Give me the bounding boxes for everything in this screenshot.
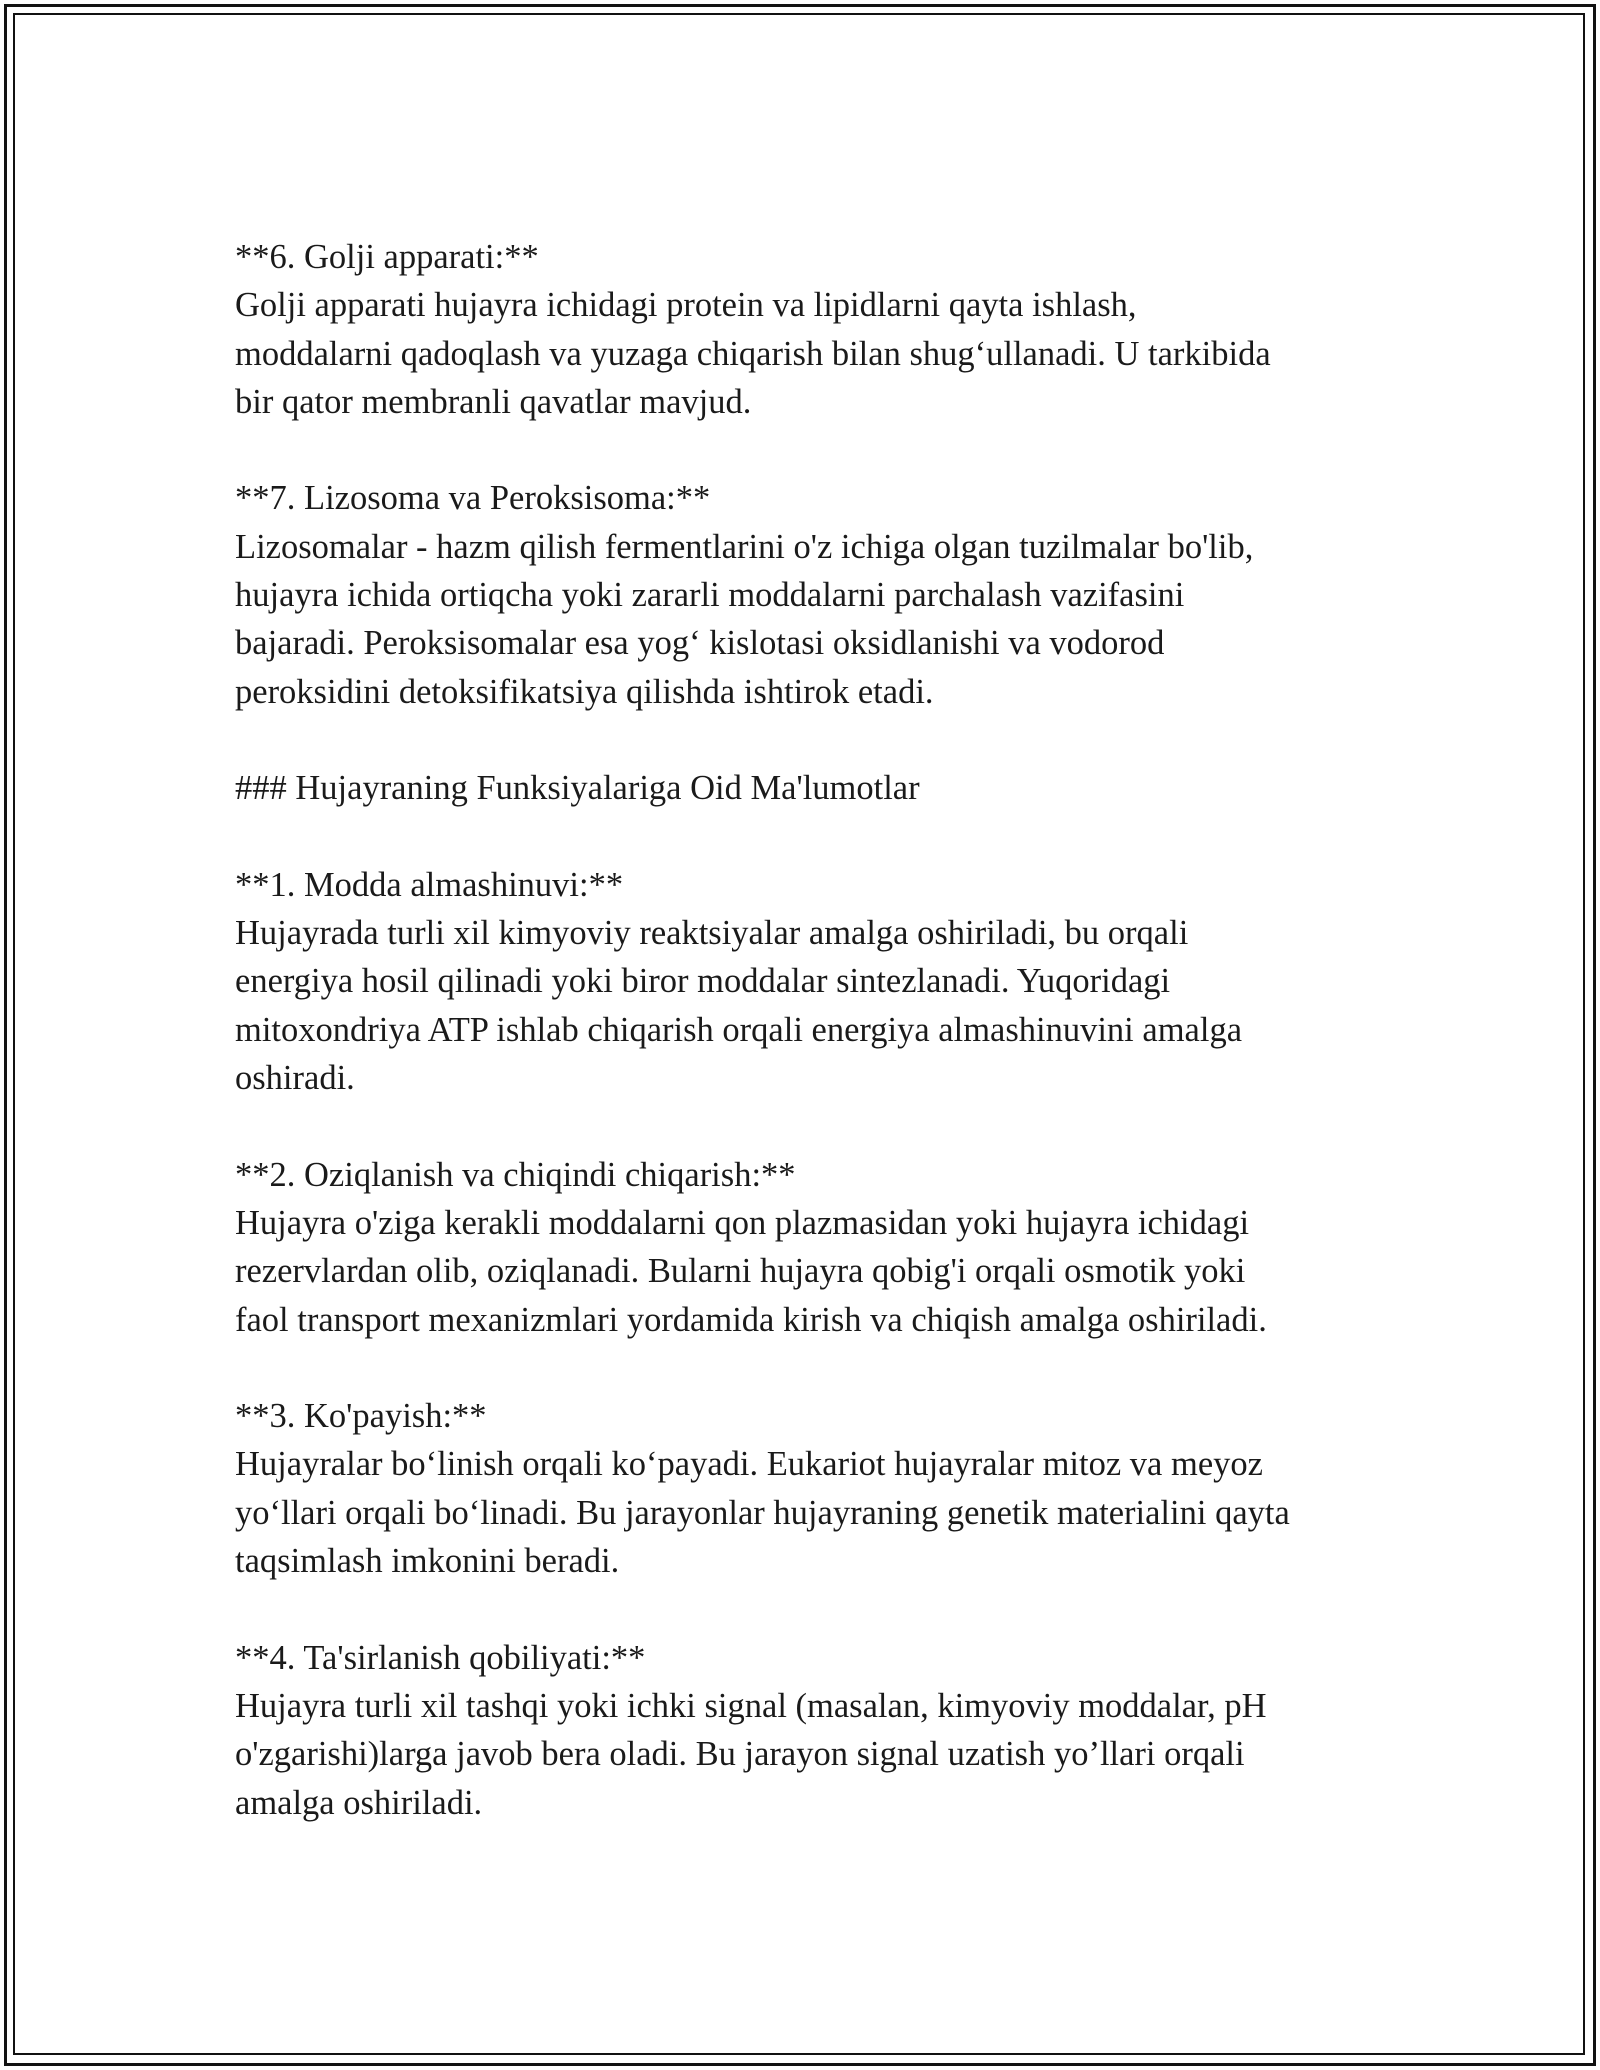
function-body-nutrition: Hujayra o'ziga kerakli moddalarni qon plazmasidan yoki hujayra ichidagi rezervlardan olib, oziqlanadi. Bularni hujayra qobig'i orqali osmotik yoki faol transport mexanizmlari yordamida kirish va chiqish amalga oshiriladi. <box>235 1203 1267 1339</box>
spacer <box>235 716 1395 764</box>
section-heading-lysosome: **7. Lizosoma va Peroksisoma:** <box>235 479 711 518</box>
section-body-lysosome: Lizosomalar - hazm qilish fermentlarini o'z ichiga olgan tuzilmalar bo'lib, hujayra ichida ortiqcha yoki zararli moddalarni parchalash vazifasini bajaradi. Peroksisomalar esa yog‘ kislotasi oksidlanishi va vodorod peroksidini detoksifikatsiya qilishda ishtirok etadi. <box>235 527 1254 711</box>
spacer <box>235 813 1395 861</box>
section-heading-golgi: **6. Golji apparati:** <box>235 238 539 276</box>
function-body-reproduction: Hujayralar bo‘linish orqali ko‘payadi. Eukariot hujayralar mitoz va meyoz yo‘llari orqali bo‘linadi. Bu jarayonlar hujayraning genetik materialini qayta taqsimlash imkonini beradi. <box>235 1445 1290 1581</box>
spacer <box>235 1585 1395 1633</box>
section-title-functions: ### Hujayraning Funksiyalariga Oid Ma'lumotlar <box>235 769 920 808</box>
function-heading-irritability: **4. Ta'sirlanish qobiliyati:** <box>235 1638 646 1677</box>
spacer <box>235 426 1395 474</box>
function-body-metabolism: Hujayrada turli xil kimyoviy reaktsiyalar amalga oshiriladi, bu orqali energiya hosil qilinadi yoki biror moddalar sintezlanadi. Yuqoridagi mitoxondriya ATP ishlab chiqarish orqali energiya almashinuvini amalga oshiradi. <box>235 914 1243 1098</box>
function-body-irritability: Hujayra turli xil tashqi yoki ichki signal (masalan, kimyoviy moddalar, pH o'zgarishi)larga javob bera oladi. Bu jarayon signal uzatish yo’llari orqali amalga oshiriladi. <box>235 1686 1267 1822</box>
section-body-golgi: Golji apparati hujayra ichidagi protein va lipidlarni qayta ishlash, moddalarni qadoqlash va yuzaga chiqarish bilan shug‘ullanadi. U tarkibida bir qator membranli qavatlar mavjud. <box>235 286 1271 421</box>
function-heading-reproduction: **3. Ko'payish:** <box>235 1397 487 1436</box>
document-body <box>235 233 1395 1827</box>
spacer <box>235 1102 1395 1150</box>
function-heading-nutrition: **2. Oziqlanish va chiqindi chiqarish:** <box>235 1155 796 1194</box>
function-heading-metabolism: **1. Modda almashinuvi:** <box>235 865 624 904</box>
spacer <box>235 1344 1395 1392</box>
